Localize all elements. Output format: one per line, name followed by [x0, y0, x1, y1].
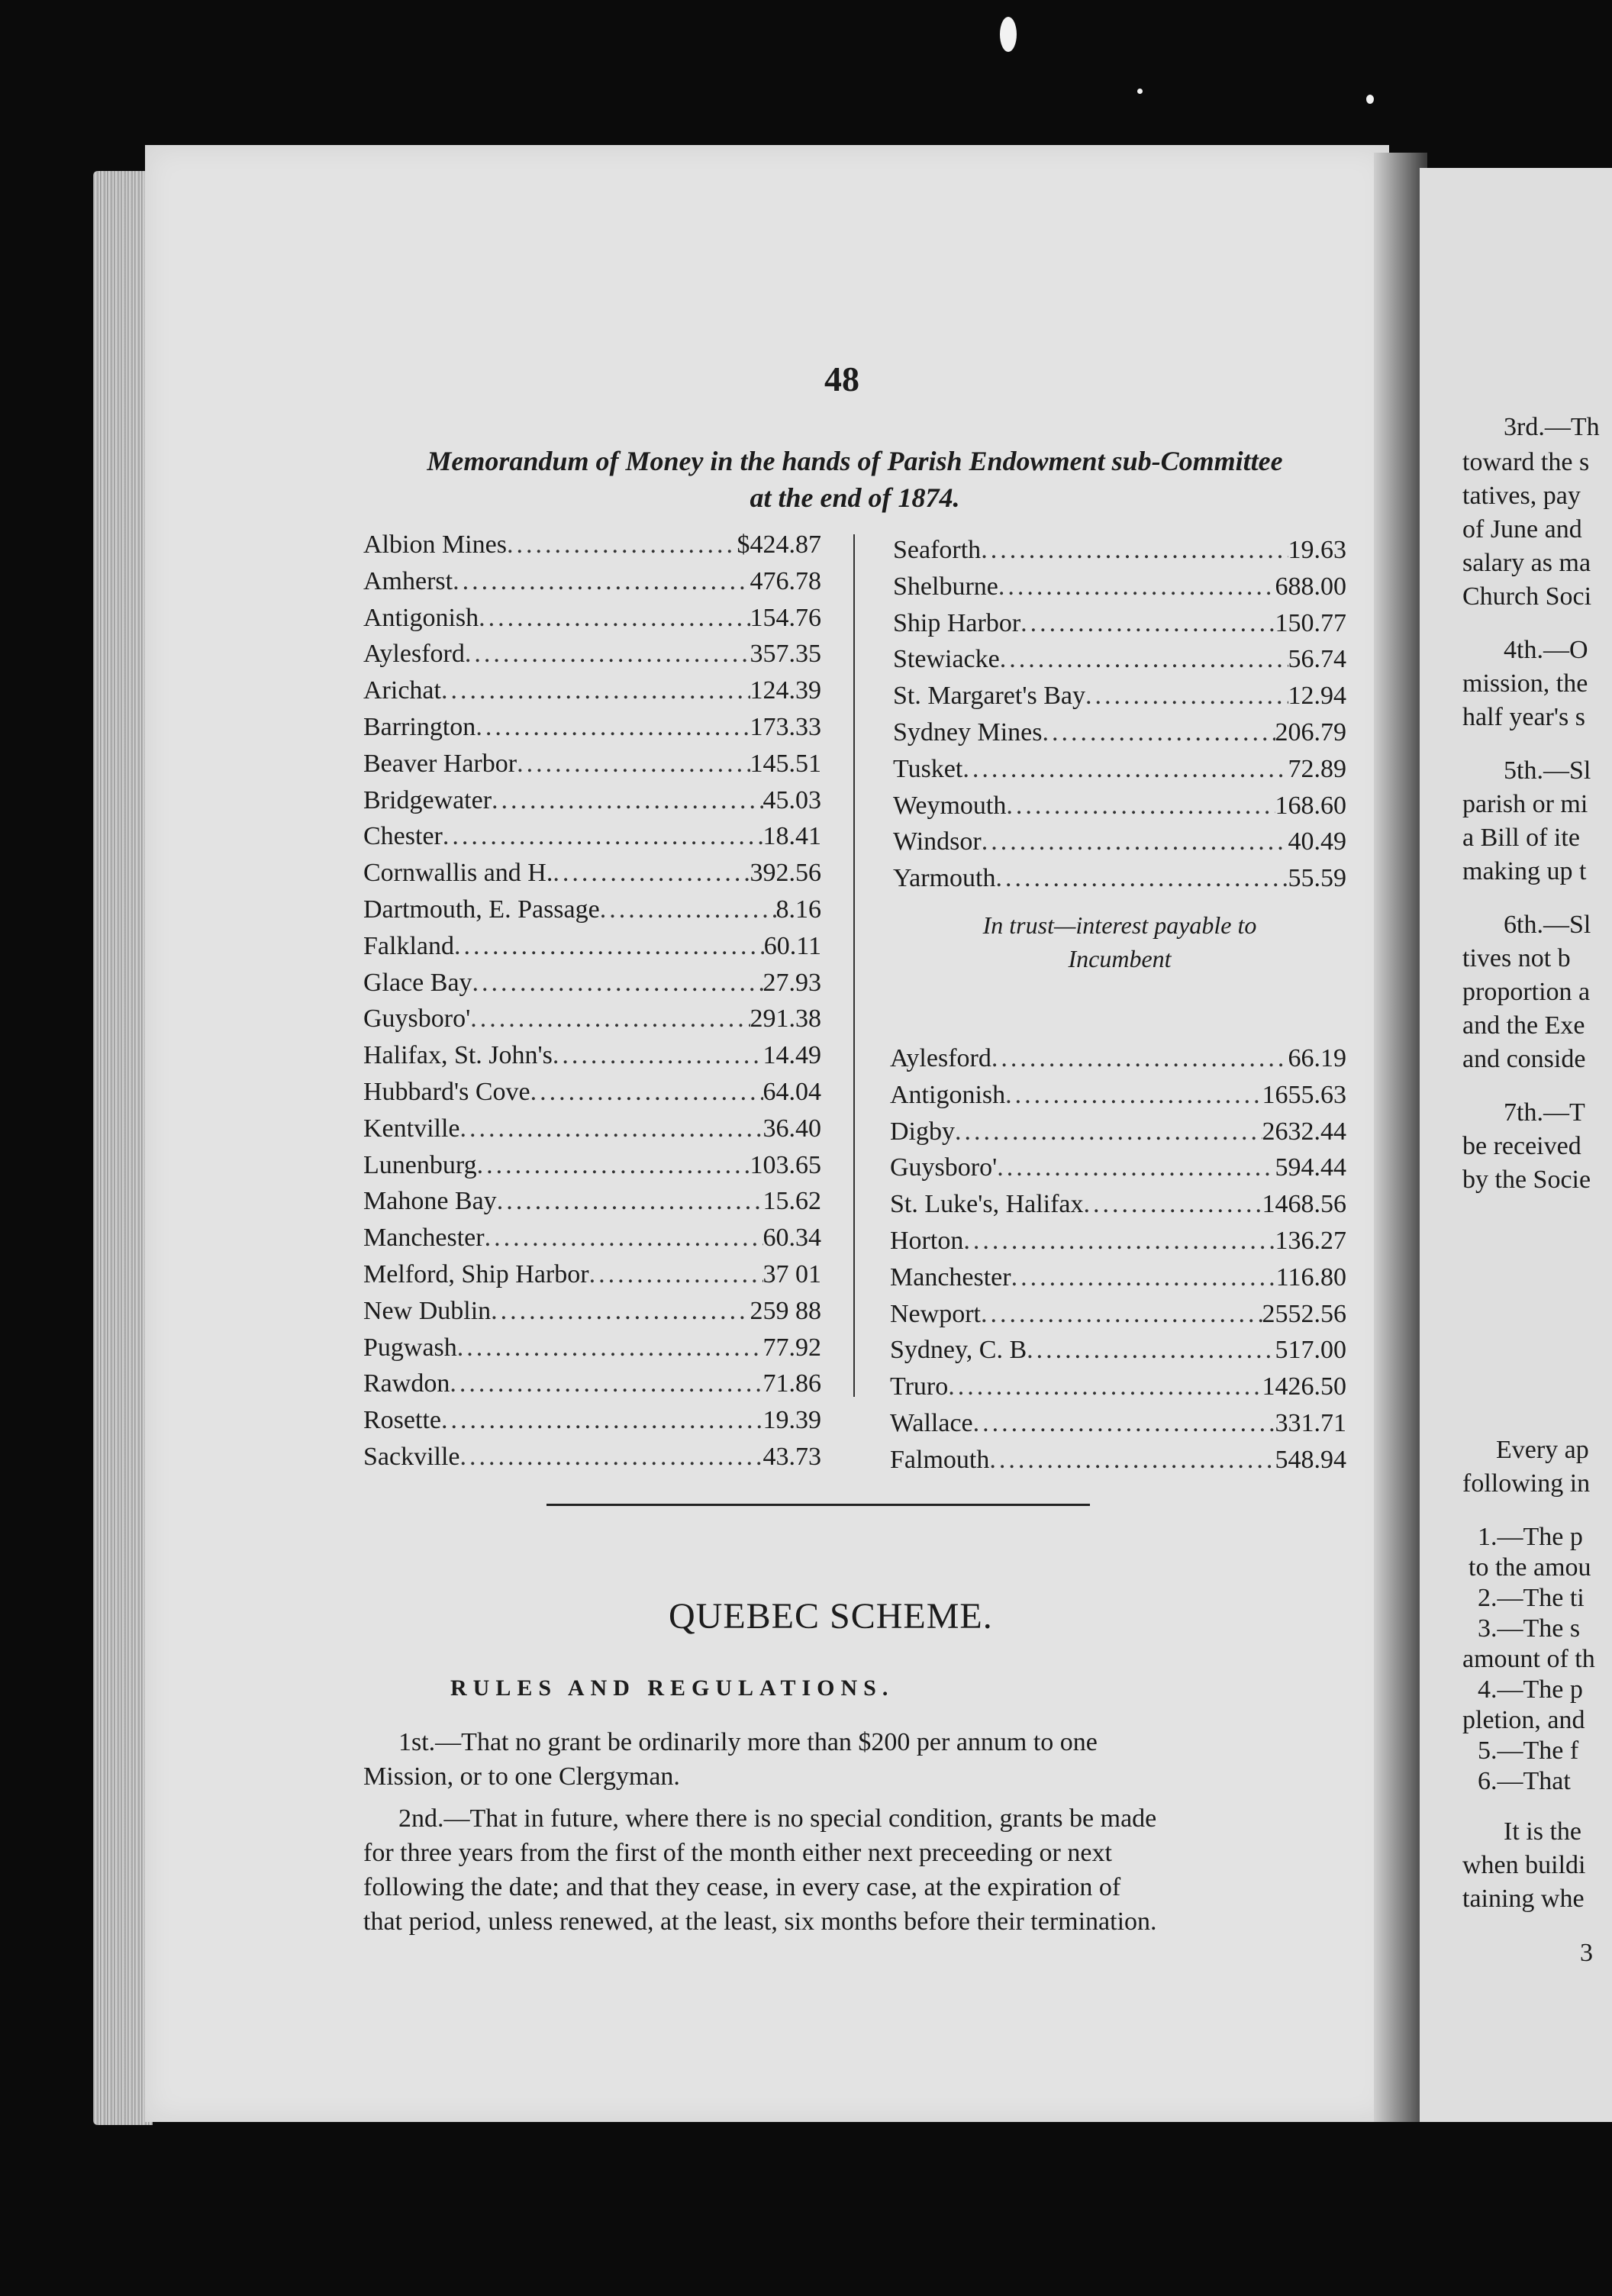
place-name: Sydney, C. B — [890, 1336, 1027, 1365]
dust-speck — [1000, 17, 1017, 52]
page-number: 48 — [824, 360, 859, 398]
amount-value: 173.33 — [750, 712, 821, 741]
leader-dots — [600, 892, 776, 928]
amount-row — [363, 818, 821, 855]
place-name: New Dublin — [363, 1296, 492, 1325]
place-name: Seaforth — [893, 536, 982, 564]
amount-value: 103.65 — [750, 1150, 821, 1179]
place-name: Truro — [890, 1372, 949, 1401]
amount-value: 2552.56 — [1262, 1299, 1346, 1328]
place-name: Manchester — [363, 1224, 485, 1253]
amount-row — [363, 1074, 821, 1111]
place-name: Digby — [890, 1117, 955, 1146]
leader-dots — [443, 818, 763, 855]
facing-text-line: pletion, and — [1462, 1706, 1585, 1734]
facing-text-line: 3.—The s — [1478, 1614, 1581, 1643]
amount-row — [890, 1296, 1346, 1333]
amount-value: 55.59 — [1288, 864, 1346, 893]
amount-row — [893, 714, 1346, 751]
amount-value: 8.16 — [775, 895, 821, 924]
place-name: Shelburne — [893, 572, 998, 601]
leader-dots — [479, 600, 750, 637]
amount-value: 476.78 — [750, 566, 821, 595]
amount-row — [363, 1111, 821, 1147]
amount-row — [363, 746, 821, 782]
facing-text-line: making up t — [1462, 857, 1587, 885]
amount-value: 150.77 — [1275, 608, 1346, 637]
facing-text-line: be received — [1462, 1132, 1581, 1160]
amount-value: 1426.50 — [1262, 1372, 1346, 1401]
amount-row — [363, 1147, 821, 1184]
leader-dots — [454, 928, 764, 965]
place-name: Tusket — [893, 754, 963, 783]
facing-text-line: and conside — [1462, 1045, 1586, 1073]
leader-dots — [973, 1405, 1275, 1442]
leader-dots — [1006, 788, 1275, 824]
leader-dots — [450, 1366, 762, 1402]
amount-value: 12.94 — [1288, 682, 1346, 711]
leader-dots — [553, 1037, 763, 1074]
column-divider — [853, 534, 855, 1397]
amount-value: 56.74 — [1288, 645, 1346, 674]
amount-row — [893, 569, 1346, 605]
amount-value: 60.11 — [763, 931, 821, 960]
place-name: Falmouth — [890, 1445, 990, 1474]
leader-dots — [476, 709, 750, 746]
place-name: Wallace — [890, 1408, 973, 1437]
memorandum-heading-line1: Memorandum of Money in the hands of Parish Endowment sub-Committee — [427, 446, 1283, 476]
facing-text-line: 5.—The f — [1478, 1737, 1579, 1765]
section-divider — [546, 1504, 1090, 1506]
rule-2-line: that period, unless renewed, at the least, six months before their termination. — [363, 1907, 1157, 1936]
trust-heading-line1: In trust—interest payable to — [982, 911, 1257, 939]
amount-row — [363, 1256, 821, 1293]
place-name: Stewiacke — [893, 645, 1000, 674]
amount-value: 145.51 — [750, 749, 821, 778]
facing-text-line: 4.—The p — [1478, 1675, 1583, 1704]
amount-value: 259 88 — [750, 1296, 821, 1325]
place-name: Mahone Bay — [363, 1187, 497, 1216]
amount-row — [363, 563, 821, 600]
trust-amounts-column — [890, 1040, 1346, 1479]
place-name: Sydney Mines — [893, 718, 1043, 747]
quebec-scheme-title: QUEBEC SCHEME. — [669, 1596, 993, 1637]
amount-value: 1655.63 — [1262, 1080, 1346, 1109]
amount-value: 36.40 — [762, 1114, 821, 1143]
leader-dots — [460, 1439, 763, 1475]
leader-dots — [981, 1296, 1262, 1333]
amount-row — [890, 1405, 1346, 1442]
place-name: Pugwash — [363, 1333, 457, 1362]
place-name: Chester — [363, 822, 443, 851]
amount-value: 27.93 — [762, 968, 821, 997]
amount-row — [363, 600, 821, 637]
place-name: Windsor — [893, 827, 982, 856]
place-name: Albion Mines — [363, 530, 507, 559]
amount-value: 43.73 — [762, 1442, 821, 1471]
facing-text-line: to the amou — [1469, 1553, 1591, 1582]
amount-row — [890, 1259, 1346, 1296]
amount-row — [893, 751, 1346, 788]
place-name: Sackville — [363, 1442, 460, 1471]
amount-row — [890, 1332, 1346, 1369]
amount-row — [363, 1439, 821, 1475]
leader-dots — [1043, 714, 1275, 751]
leader-dots — [470, 1001, 750, 1037]
place-name: Horton — [890, 1226, 964, 1255]
leader-dots — [465, 636, 750, 672]
place-name: Amherst — [363, 566, 453, 595]
leader-dots — [477, 1147, 750, 1184]
rule-2-line: 2nd.—That in future, where there is no special condition, grants be made — [398, 1804, 1157, 1833]
amount-row — [363, 1293, 821, 1330]
amount-row — [893, 532, 1346, 569]
leader-dots — [1000, 641, 1288, 678]
book-page-edges — [93, 171, 153, 2125]
amount-value: 116.80 — [1275, 1262, 1346, 1292]
place-name: Aylesford — [363, 640, 465, 669]
amount-value: 45.03 — [762, 785, 821, 814]
place-name: Rawdon — [363, 1369, 450, 1398]
leader-dots — [460, 1111, 763, 1147]
place-name: Antigonish — [363, 603, 479, 632]
leader-dots — [472, 965, 763, 1001]
memorandum-heading-line2: at the end of 1874. — [750, 482, 960, 513]
amount-value: 1468.56 — [1262, 1190, 1346, 1219]
amount-row — [363, 1001, 821, 1037]
leader-dots — [517, 746, 750, 782]
amount-value: 60.34 — [762, 1224, 821, 1253]
amount-row — [890, 1186, 1346, 1223]
leader-dots — [589, 1256, 763, 1293]
amount-value: 291.38 — [750, 1004, 821, 1034]
amount-value: 15.62 — [762, 1187, 821, 1216]
leader-dots — [485, 1220, 763, 1256]
leader-dots — [491, 1293, 750, 1330]
amount-value: $424.87 — [737, 530, 821, 559]
place-name: Falkland — [363, 931, 454, 960]
amount-row — [890, 1442, 1346, 1479]
facing-text-line: 3rd.—Th — [1504, 413, 1600, 441]
amount-row — [363, 1037, 821, 1074]
facing-text-line: of June and — [1462, 515, 1582, 543]
facing-text-line: proportion a — [1462, 978, 1591, 1006]
place-name: Rosette — [363, 1406, 441, 1435]
amount-value: 66.19 — [1288, 1044, 1346, 1072]
amount-value: 14.49 — [762, 1041, 821, 1070]
place-name: Aylesford — [890, 1044, 991, 1072]
place-name: Manchester — [890, 1262, 1011, 1292]
amount-row — [890, 1077, 1346, 1114]
facing-text-line: Church Soci — [1462, 582, 1592, 611]
amount-row — [363, 928, 821, 965]
amount-value: 154.76 — [750, 603, 821, 632]
amount-value: 548.94 — [1275, 1445, 1346, 1474]
amount-row — [893, 605, 1346, 642]
amount-row — [893, 860, 1346, 897]
leader-dots — [963, 1223, 1275, 1259]
facing-text-line: by the Socie — [1462, 1166, 1591, 1194]
place-name: Arichat — [363, 676, 441, 705]
amount-value: 40.49 — [1288, 827, 1346, 856]
rule-2-line: following the date; and that they cease, in every case, at the expiration of — [363, 1873, 1121, 1901]
leader-dots — [991, 1040, 1288, 1077]
place-name: Hubbard's Cove — [363, 1077, 530, 1106]
facing-text-line: It is the — [1504, 1817, 1581, 1846]
leader-dots — [507, 527, 737, 563]
place-name: Lunenburg — [363, 1150, 477, 1179]
amount-row — [363, 1330, 821, 1366]
amount-row — [363, 1220, 821, 1256]
amount-row — [890, 1040, 1346, 1077]
amount-row — [890, 1369, 1346, 1405]
leader-dots — [1005, 1077, 1262, 1114]
leader-dots — [441, 1402, 763, 1439]
leader-dots — [453, 563, 750, 600]
amount-row — [363, 709, 821, 746]
amount-value: 357.35 — [750, 640, 821, 669]
amount-value: 331.71 — [1275, 1408, 1346, 1437]
facing-text-line: when buildi — [1462, 1851, 1586, 1879]
amount-value: 688.00 — [1275, 572, 1346, 601]
memorandum-heading — [359, 443, 1351, 516]
place-name: Guysboro' — [363, 1004, 471, 1034]
rule-2-paragraph — [363, 1801, 1348, 1939]
rules-subtitle: RULES AND REGULATIONS. — [450, 1675, 895, 1701]
amount-row — [363, 527, 821, 563]
facing-text-line: mission, the — [1462, 669, 1588, 698]
facing-text-line: toward the s — [1462, 448, 1590, 476]
amount-value: 136.27 — [1275, 1226, 1346, 1255]
facing-page — [1420, 168, 1612, 2122]
facing-text-line: tives not b — [1462, 944, 1571, 972]
trust-heading — [893, 908, 1346, 975]
facing-page-number: 3 — [1580, 1939, 1593, 1967]
place-name: Newport — [890, 1299, 981, 1328]
facing-text-line: half year's s — [1462, 703, 1585, 731]
leader-dots — [997, 1150, 1275, 1186]
place-name: Dartmouth, E. Passage — [363, 895, 600, 924]
amount-row — [363, 1366, 821, 1402]
amount-value: 19.63 — [1288, 536, 1346, 564]
amount-row — [890, 1114, 1346, 1150]
place-name: Glace Bay — [363, 968, 472, 997]
leader-dots — [441, 672, 750, 709]
amount-value: 19.39 — [762, 1406, 821, 1435]
rule-1-paragraph — [363, 1725, 1348, 1794]
amount-row — [363, 636, 821, 672]
facing-text-line: 6th.—Sl — [1504, 911, 1591, 939]
facing-text-line: tatives, pay — [1462, 482, 1581, 510]
amount-row — [363, 672, 821, 709]
amount-value: 37 01 — [762, 1259, 821, 1288]
leader-dots — [1084, 1186, 1262, 1223]
place-name: Cornwallis and H. — [363, 859, 553, 888]
place-name: Yarmouth — [893, 864, 996, 893]
leader-dots — [998, 569, 1275, 605]
left-amounts-column — [363, 527, 821, 1475]
facing-text-line: parish or mi — [1462, 790, 1588, 818]
place-name: St. Margaret's Bay — [893, 682, 1085, 711]
facing-text-line: Every ap — [1496, 1436, 1589, 1464]
amount-row — [890, 1223, 1346, 1259]
leader-dots — [497, 1183, 763, 1220]
leader-dots — [955, 1114, 1262, 1150]
leader-dots — [948, 1369, 1262, 1405]
amount-row — [893, 641, 1346, 678]
facing-text-line: amount of th — [1462, 1645, 1595, 1673]
amount-row — [363, 855, 821, 892]
facing-text-line: and the Exe — [1462, 1011, 1585, 1040]
amount-value: 392.56 — [750, 859, 821, 888]
facing-text-line: 4th.—O — [1504, 636, 1588, 664]
amount-value: 77.92 — [762, 1333, 821, 1362]
facing-text-line: a Bill of ite — [1462, 824, 1580, 852]
place-name: Beaver Harbor — [363, 749, 517, 778]
facing-text-line: taining whe — [1462, 1885, 1585, 1913]
leader-dots — [982, 824, 1288, 860]
amount-row — [363, 782, 821, 819]
facing-text-line: 6.—That — [1478, 1767, 1571, 1795]
leader-dots — [1020, 605, 1275, 642]
right-amounts-column — [893, 532, 1346, 897]
rule-1-line: Mission, or to one Clergyman. — [363, 1762, 680, 1791]
amount-value: 594.44 — [1275, 1153, 1346, 1182]
leader-dots — [553, 855, 750, 892]
place-name: Guysboro' — [890, 1153, 998, 1182]
rule-2-line: for three years from the first of the month either next preceeding or next — [363, 1839, 1112, 1867]
place-name: Weymouth — [893, 791, 1007, 820]
amount-row — [893, 678, 1346, 714]
place-name: Barrington — [363, 712, 476, 741]
amount-value: 2632.44 — [1262, 1117, 1346, 1146]
place-name: Halifax, St. John's — [363, 1041, 553, 1070]
facing-text-line: following in — [1462, 1469, 1591, 1498]
amount-row — [893, 824, 1346, 860]
trust-heading-line2: Incumbent — [1068, 945, 1172, 972]
amount-value: 72.89 — [1288, 754, 1346, 783]
amount-row — [363, 1183, 821, 1220]
leader-dots — [1085, 678, 1288, 714]
leader-dots — [1011, 1259, 1276, 1296]
leader-dots — [962, 751, 1288, 788]
leader-dots — [1027, 1332, 1275, 1369]
amount-row — [363, 892, 821, 928]
amount-value: 517.00 — [1275, 1336, 1346, 1365]
amount-row — [363, 1402, 821, 1439]
facing-text-line: 1.—The p — [1478, 1523, 1583, 1551]
amount-value: 168.60 — [1275, 791, 1346, 820]
leader-dots — [530, 1074, 763, 1111]
rule-1-line: 1st.—That no grant be ordinarily more than $200 per annum to one — [398, 1728, 1098, 1756]
amount-value: 71.86 — [762, 1369, 821, 1398]
amount-value: 64.04 — [762, 1077, 821, 1106]
amount-value: 124.39 — [750, 676, 821, 705]
place-name: Bridgewater — [363, 785, 492, 814]
facing-text-line: 7th.—T — [1504, 1098, 1585, 1127]
facing-text-line: 5th.—Sl — [1504, 756, 1591, 785]
leader-dots — [981, 532, 1288, 569]
dust-speck — [1366, 95, 1374, 104]
place-name: St. Luke's, Halifax — [890, 1190, 1084, 1219]
leader-dots — [989, 1442, 1275, 1479]
place-name: Ship Harbor — [893, 608, 1021, 637]
facing-text-line: 2.—The ti — [1478, 1584, 1585, 1612]
place-name: Kentville — [363, 1114, 460, 1143]
amount-row — [890, 1150, 1346, 1186]
place-name: Melford, Ship Harbor — [363, 1259, 589, 1288]
leader-dots — [995, 860, 1288, 897]
amount-value: 206.79 — [1275, 718, 1346, 747]
dust-speck — [1137, 89, 1143, 94]
amount-row — [363, 965, 821, 1001]
amount-row — [893, 788, 1346, 824]
amount-value: 18.41 — [762, 822, 821, 851]
leader-dots — [492, 782, 762, 819]
leader-dots — [457, 1330, 763, 1366]
facing-text-line: salary as ma — [1462, 549, 1591, 577]
place-name: Antigonish — [890, 1080, 1006, 1109]
